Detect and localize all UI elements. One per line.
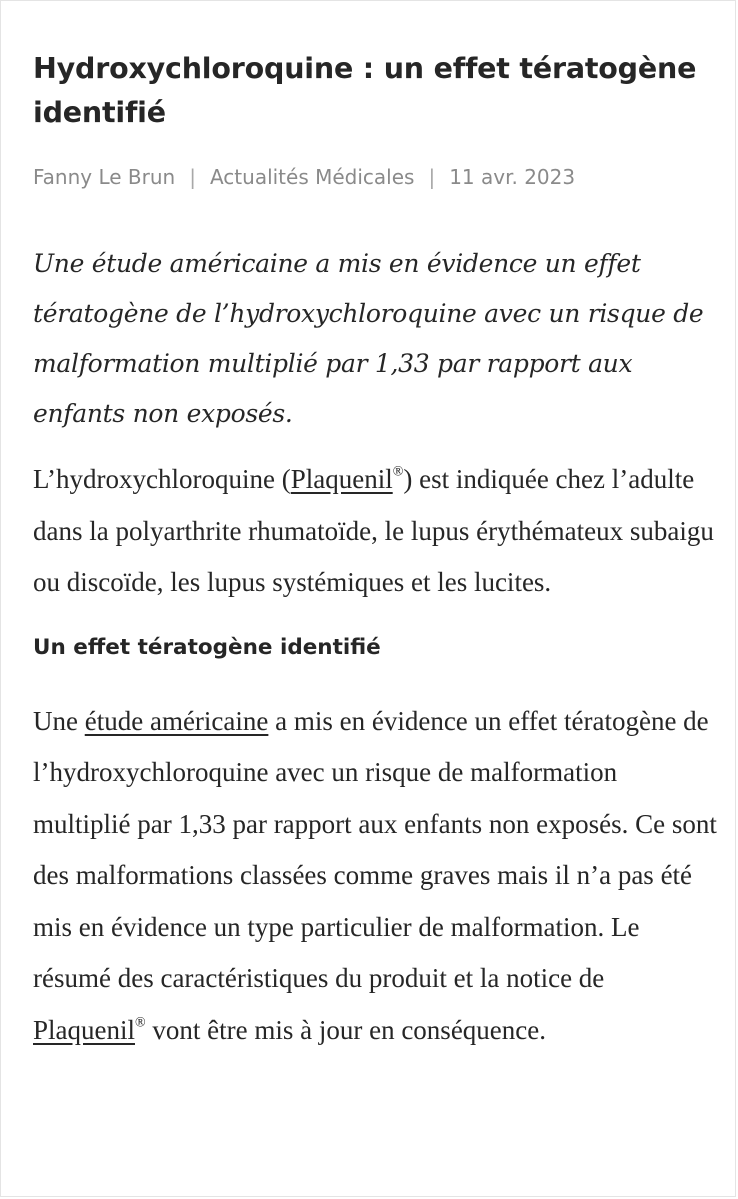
paragraph-text: L’hydroxychloroquine ( [33,464,291,494]
publish-date: 11 avr. 2023 [449,165,576,189]
paragraph-text: a mis en évidence un effet tératogène de l’hydroxychloroquine avec un risque de malformation multiplié par 1,33 par rapport aux enfants non exposés. Ce sont des malformations classées comme graves mais il n’a pas été mis en évidence un type particulier de malformation. Le résumé des caractéristiques du produit et la notice de [33,705,717,993]
plaquenil-link[interactable]: Plaquenil [33,1014,135,1045]
paragraph-text: Une [33,705,85,736]
article-content [33,47,717,1056]
section-heading: Un effet tératogène identifié [33,634,381,660]
author-name[interactable]: Fanny Le Brun [33,165,176,189]
study-link[interactable]: étude américaine [84,705,269,736]
meta-separator: | [189,165,196,189]
article-title: Hydroxychloroquine : un effet tératogène identifié [33,52,697,129]
paragraph-text: vont être mis à jour en conséquence. [145,1014,546,1045]
paragraph-indication [33,454,717,609]
paragraph-study [33,696,717,1057]
paragraph-text: ) est indiquée chez l’adulte dans la polyarthrite rhumatoïde, le lupus érythémateux subaigu ou discoïde, les lupus systémiques et les lucites. [33,464,714,597]
article-meta [33,162,717,192]
registered-mark: ® [135,1014,146,1030]
registered-mark: ® [392,464,404,480]
category-label[interactable]: Actualités Médicales [209,165,415,189]
meta-separator: | [428,165,436,189]
plaquenil-link[interactable]: Plaquenil [290,464,393,494]
article-lead: Une étude américaine a mis en évidence un effet tératogène de l’hydroxychloroquine avec un risque de malformation multiplié par 1,33 par rapport aux enfants non exposés. [33,249,704,428]
